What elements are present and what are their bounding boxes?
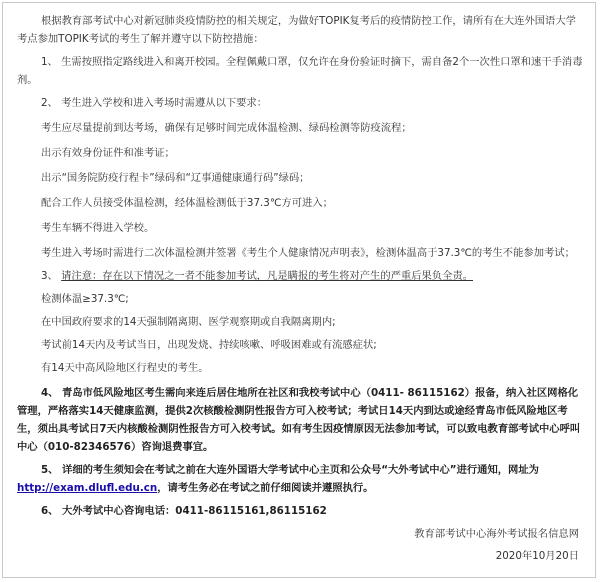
item-3-line-1: 检测体温≥37.3℃; xyxy=(41,293,129,305)
item-3-title-paragraph xyxy=(17,267,583,285)
item-2-line-1: 考生应尽量提前到达考场，确保有足够时间完成体温检测、绿码检测等防疫流程； xyxy=(41,122,412,134)
item-5-text-before: 5、 详细的考生须知会在考试之前在大连外国语大学考试中心主页和公众号“大外考试中心”进行通知，网址为 xyxy=(41,464,539,476)
intro-paragraph: 根据教育部考试中心对新冠肺炎疫情防控的相关规定，为做好TOPIK复考后的疫情防控工作，请所有在大连外国语大学考点参加TOPIK考试的考生了解并遵守以下防控措施： xyxy=(17,15,576,45)
document-date: 2020年10月20日 xyxy=(495,550,579,562)
document-frame xyxy=(2,2,596,578)
item-1: 1、 生需按照指定路线进入和离开校园。全程佩戴口罩，仅允许在身份验证时摘下，需自备2个一次性口罩和速干手消毒剂。 xyxy=(17,56,583,86)
item-6: 6、 大外考试中心咨询电话：0411-86115161,86115162 xyxy=(41,505,327,517)
item-3-line-4: 有14天中高风险地区行程史的考生。 xyxy=(41,362,209,374)
item-3-number: 3、 xyxy=(41,270,62,282)
notice-document xyxy=(3,3,595,577)
item-2-line-3: 出示“国务院防疫行程卡”绿码和“辽事通健康通行码”绿码； xyxy=(41,172,310,184)
item-2-line-2: 出示有效身份证件和准考证； xyxy=(41,147,175,159)
exam-website-link[interactable]: http://exam.dlufl.edu.cn xyxy=(17,482,158,494)
item-5-paragraph xyxy=(17,461,583,497)
item-3-line-2: 在中国政府要求的14天强制隔离期、医学观察期或自我隔离期内; xyxy=(41,316,336,328)
item-2-line-5: 考生车辆不得进入学校。 xyxy=(41,222,155,234)
signature: 教育部考试中心海外考试报名信息网 xyxy=(414,528,579,540)
item-2-title: 2、 考生进入学校和进入考场时需遵从以下要求： xyxy=(41,97,268,109)
item-5-text-after: ，请考生务必在考试之前仔细阅读并遵照执行。 xyxy=(157,482,374,494)
item-2-line-6: 考生进入考场时需进行二次体温检测并签署《考生个人健康情况声明表》，检测体温高于37.3℃的考生不能参加考试； xyxy=(41,247,575,259)
item-3-line-3: 考试前14天内及考试当日，出现发烧、持续咳嗽、呼吸困难或有流感症状; xyxy=(41,339,377,351)
item-3-warning: 请注意：存在以下情况之一者不能参加考试，凡是瞒报的考生将对产生的严重后果负全责。 xyxy=(61,270,473,282)
item-4: 4、 青岛市低风险地区考生需向来连后居住地所在社区和我校考试中心（0411- 86115162）报备，纳入社区网格化管理，严格落实14天健康监测，提供2次核酸检测阴性报告方可入校考试；考试日14天内到达或途经青岛市低风险地区考生，须出具考试日7天内核酸检测阴性报告方可入校考试。如有考生因疫情原因无法参加考试，可以致电教育部考试中心呼叫中心（010-82346576）咨询退费事宜。 xyxy=(17,387,581,453)
item-2-line-4: 配合工作人员接受体温检测，经体温检测低于37.3℃方可进入； xyxy=(41,197,333,209)
